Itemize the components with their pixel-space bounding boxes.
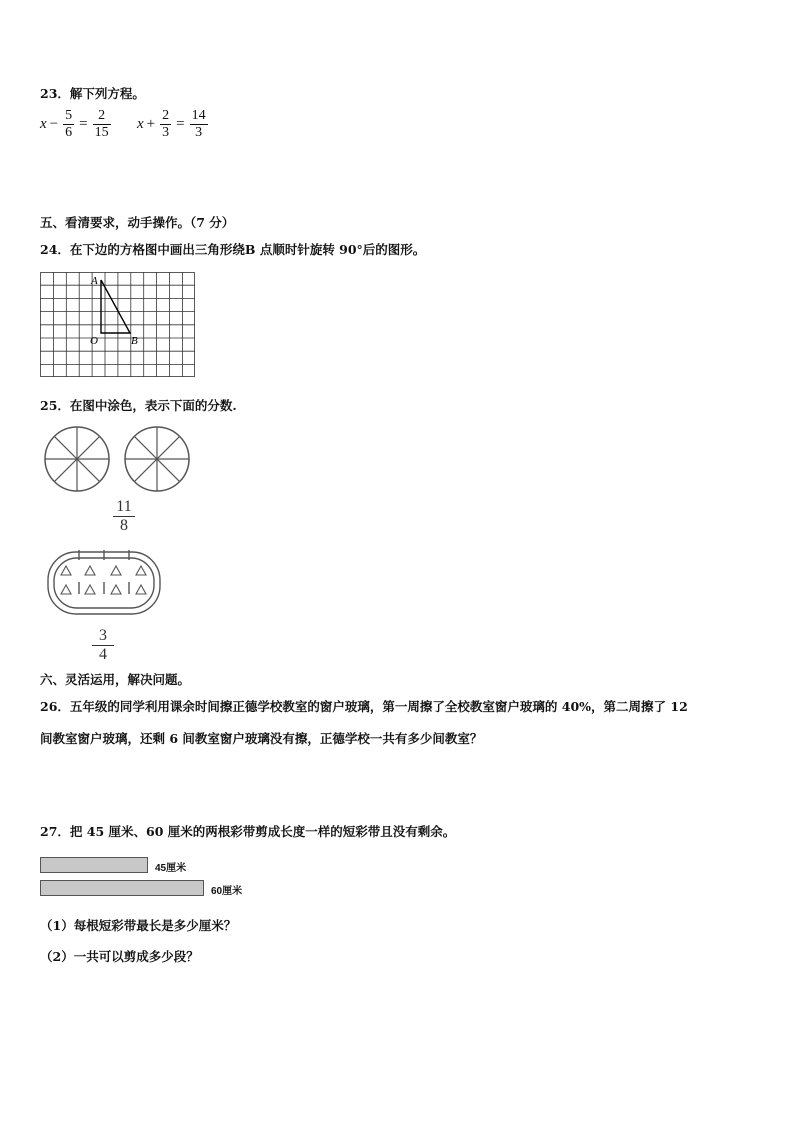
label-a: A bbox=[91, 275, 98, 287]
ribbon-45-label: 45厘米 bbox=[155, 863, 187, 874]
eq2-equals: = bbox=[176, 116, 185, 132]
eq1-equals: = bbox=[79, 116, 88, 132]
frac1-num: 11 bbox=[116, 498, 132, 515]
eq2-frac1-den: 3 bbox=[162, 125, 170, 140]
label-b: B bbox=[131, 335, 138, 347]
q26-line2: 间教室窗户玻璃，还剩 6 间教室窗户玻璃没有擦，正德学校一共有多少间教室？ bbox=[40, 731, 483, 746]
eq2-frac1-num: 2 bbox=[162, 108, 170, 123]
frac1-den: 8 bbox=[120, 517, 128, 534]
eq1-frac1 bbox=[63, 108, 74, 141]
q27-title: 27．把 45 厘米、60 厘米的两根彩带剪成长度一样的短彩带且没有剩余。 bbox=[40, 824, 456, 839]
eq1-op: − bbox=[49, 116, 59, 132]
eq2-var: x bbox=[137, 116, 144, 132]
eq1-frac1-den: 6 bbox=[65, 125, 73, 140]
q25-title: 25．在图中涂色，表示下面的分数. bbox=[40, 398, 237, 413]
q23-title: 23．解下列方程。 bbox=[40, 86, 145, 101]
eq2-frac2 bbox=[190, 108, 208, 141]
label-o: O bbox=[90, 335, 98, 347]
section-5-title: 五、看清要求，动手操作。（7 分） bbox=[40, 215, 235, 230]
frac2-num: 3 bbox=[99, 627, 107, 644]
frac2-den: 4 bbox=[99, 646, 107, 663]
q26-line1: 26．五年级的同学利用课余时间擦正德学校教室的窗户玻璃，第一周擦了全校教室窗户玻璃的 40%，第二周擦了 12 bbox=[40, 699, 688, 714]
eq1-frac1-num: 5 bbox=[65, 108, 73, 123]
q24-grid bbox=[40, 272, 196, 378]
eq1-frac2-den: 15 bbox=[94, 125, 109, 140]
equation-2 bbox=[137, 108, 210, 141]
eq2-frac2-num: 14 bbox=[191, 108, 206, 123]
eq1-frac2-num: 2 bbox=[98, 108, 106, 123]
ribbon-45 bbox=[40, 857, 148, 873]
eq2-op: + bbox=[146, 116, 156, 132]
ribbon-60 bbox=[40, 880, 204, 896]
eq2-frac1 bbox=[160, 108, 171, 141]
eq1-var: x bbox=[40, 116, 47, 132]
eq2-frac2-den: 3 bbox=[195, 125, 203, 140]
q25-capsule bbox=[44, 546, 164, 618]
fraction-3-4 bbox=[92, 627, 114, 664]
ribbon-60-label: 60厘米 bbox=[211, 886, 243, 897]
q24-title: 24．在下边的方格图中画出三角形绕B 点顺时针旋转 90°后的图形。 bbox=[40, 242, 426, 257]
q27-sub2: （2）一共可以剪成多少段？ bbox=[40, 949, 199, 964]
equation-1 bbox=[40, 108, 113, 141]
q25-circles bbox=[40, 422, 200, 498]
fraction-11-8 bbox=[113, 498, 135, 535]
eq1-frac2 bbox=[93, 108, 111, 141]
q27-sub1: （1）每根短彩带最长是多少厘米？ bbox=[40, 918, 237, 933]
section-6-title: 六、灵活运用，解决问题。 bbox=[40, 672, 191, 687]
